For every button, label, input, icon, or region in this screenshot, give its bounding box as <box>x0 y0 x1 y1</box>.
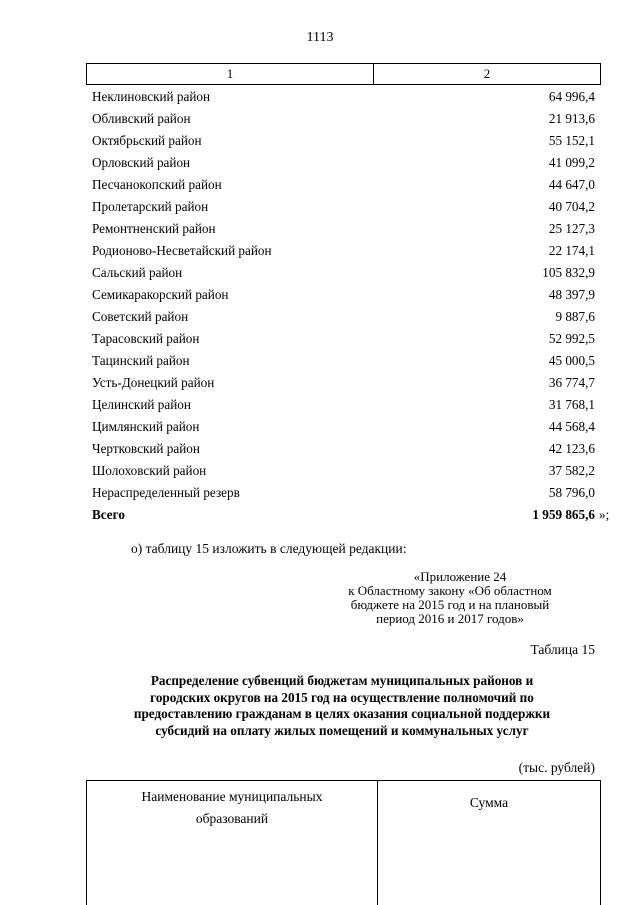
title-line-2: городских округов на 2015 год на осуществление полномочий по <box>150 689 534 705</box>
district-name: Семикаракорский район <box>92 287 229 302</box>
table-row <box>92 394 595 416</box>
district-name: Сальский район <box>92 265 183 280</box>
column-header-municipality-line-1: Наименование муниципальных <box>141 789 323 804</box>
table-row <box>92 306 595 328</box>
district-value: 44 568,4 <box>548 419 595 434</box>
table-row <box>92 482 595 504</box>
table-row <box>92 86 595 108</box>
units-label: (тыс. рублей) <box>518 760 595 775</box>
district-value: 22 174,1 <box>548 243 595 258</box>
table-row <box>92 460 595 482</box>
table-row <box>92 152 595 174</box>
table-row <box>92 372 595 394</box>
district-value: 58 796,0 <box>548 485 595 500</box>
table-row <box>92 130 595 152</box>
district-name: Чертковский район <box>92 441 200 456</box>
title-line-4: субсидий на оплату жилых помещений и коммунальных услуг <box>155 722 529 738</box>
table-row <box>92 284 595 306</box>
district-value: 41 099,2 <box>548 155 595 170</box>
subvention-table-header <box>86 780 601 905</box>
district-value: 105 832,9 <box>542 265 595 280</box>
appendix-line-4: период 2016 и 2017 годов» <box>376 611 524 626</box>
district-name: Орловский район <box>92 155 191 170</box>
table-title <box>92 673 592 739</box>
district-value: 21 913,6 <box>548 111 595 126</box>
district-name: Неклиновский район <box>92 89 211 104</box>
total-label: Всего <box>92 507 125 522</box>
table-row <box>92 108 595 130</box>
total-row <box>92 504 610 526</box>
district-value: 25 127,3 <box>548 221 595 236</box>
district-value: 31 768,1 <box>548 397 595 412</box>
table-row <box>92 218 595 240</box>
total-value-wrap <box>532 507 610 523</box>
district-value: 40 704,2 <box>548 199 595 214</box>
district-name: Ремонтненский район <box>92 221 216 236</box>
table-row <box>92 328 595 350</box>
appendix-line-3: бюджете на 2015 год и на плановый <box>350 597 550 612</box>
appendix-line-2: к Областному закону «Об областном <box>348 583 552 598</box>
table-row <box>92 196 595 218</box>
table-row <box>92 438 595 460</box>
district-name: Советский район <box>92 309 189 324</box>
district-name: Тарасовский район <box>92 331 200 346</box>
district-value: 55 152,1 <box>548 133 595 148</box>
table-header-col-2: 2 <box>483 66 491 81</box>
column-header-sum: Сумма <box>469 795 509 810</box>
district-value: 45 000,5 <box>548 353 595 368</box>
district-value: 48 397,9 <box>548 287 595 302</box>
district-value: 36 774,7 <box>548 375 595 390</box>
district-value: 44 647,0 <box>548 177 595 192</box>
page-number: 1113 <box>306 30 334 45</box>
district-name: Усть-Донецкий район <box>92 375 215 390</box>
district-name: Нераспределенный резерв <box>92 485 240 500</box>
district-name: Песчанокопский район <box>92 177 222 192</box>
appendix-reference <box>310 570 590 626</box>
district-value: 64 996,4 <box>548 89 595 104</box>
table-label: Таблица 15 <box>530 642 595 657</box>
table-header-row <box>86 63 601 85</box>
table-row <box>92 174 595 196</box>
district-value: 42 123,6 <box>548 441 595 456</box>
district-name: Родионово-Несветайский район <box>92 243 272 258</box>
table-row <box>92 262 595 284</box>
district-name: Шолоховский район <box>92 463 207 478</box>
column-header-municipality <box>87 781 378 905</box>
district-table <box>92 86 610 526</box>
column-header-municipality-line-2: образований <box>195 811 269 826</box>
table-header-col-1: 1 <box>87 64 374 84</box>
table-row <box>92 240 595 262</box>
district-name: Пролетарский район <box>92 199 209 214</box>
title-line-3: предоставлению гражданам в целях оказания социальной поддержки <box>133 706 551 721</box>
district-value: 9 887,6 <box>555 309 595 324</box>
district-name: Тацинский район <box>92 353 190 368</box>
appendix-line-1: «Приложение 24 <box>413 569 507 584</box>
district-name: Октябрьский район <box>92 133 202 148</box>
total-value: 1 959 865,6 <box>532 507 595 522</box>
amendment-paragraph: о) таблицу 15 изложить в следующей редакции: <box>131 541 407 556</box>
table-row <box>92 350 595 372</box>
total-suffix: »; <box>599 507 610 522</box>
district-name: Цимлянский район <box>92 419 200 434</box>
table-row <box>92 416 595 438</box>
district-name: Целинский район <box>92 397 191 412</box>
district-value: 52 992,5 <box>548 331 595 346</box>
district-value: 37 582,2 <box>548 463 595 478</box>
district-name: Обливский район <box>92 111 191 126</box>
title-line-1: Распределение субвенций бюджетам муниципальных районов и <box>150 673 534 688</box>
